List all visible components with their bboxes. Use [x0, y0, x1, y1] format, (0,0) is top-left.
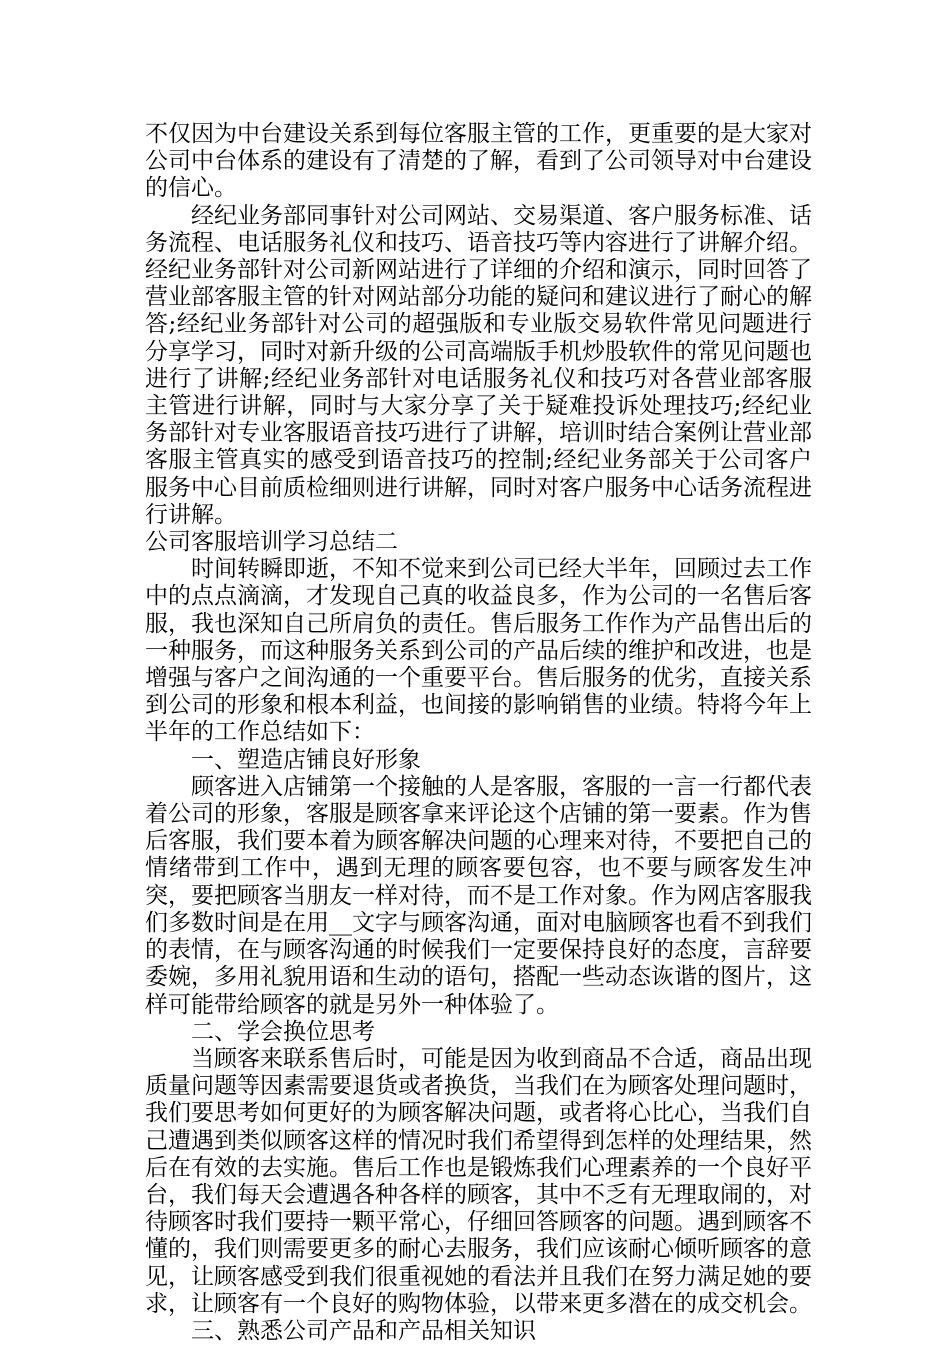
paragraph-intro-continuation: 不仅因为中台建设关系到每位客服主管的工作，更重要的是大家对公司中台体系的建设有了清楚的了解，看到了公司领导对中台建设的信心。 [145, 121, 812, 202]
section-title-summary-two: 公司客服培训学习总结二 [145, 529, 398, 556]
paragraph-half-year-review: 时间转瞬即逝，不知不觉来到公司已经大半年，回顾过去工作中的点点滴滴，才发现自己真的收益良多，作为公司的一名售后客服，我也深知自己所肩负的责任。售后服务工作作为产品售出后的一种服务，而这种服务关系到公司的产品后续的维护和改进，也是增强与客户之间沟通的一个重要平台。售后服务的优劣，直接关系到公司的形象和根本利益，也间接的影响销售的业绩。特将今年上半年的工作总结如下： [145, 556, 812, 746]
paragraph-empathy: 当顾客来联系售后时，可能是因为收到商品不合适，商品出现质量问题等因素需要退货或者换货，当我们在为顾客处理问题时，我们要思考如何更好的为顾客解决问题，或者将心比心，当我们自己遭遇到类似顾客这样的情况时我们希望得到怎样的处理结果，然后在有效的去实施。售后工作也是锻炼我们心理素养的一个良好平台，我们每天会遭遇各种各样的顾客，其中不乏有无理取闹的，对待顾客时我们要持一颗平常心，仔细回答顾客的问题。遇到顾客不懂的，我们则需要更多的耐心去服务，我们应该耐心倾听顾客的意见，让顾客感受到我们很重视她的看法并且我们在努力满足她的要求，让顾客有一个良好的购物体验，以带来更多潜在的成交机会。 [145, 1045, 812, 1317]
heading-empathy: 二、学会换位思考 [191, 1018, 375, 1045]
paragraph-shop-image: 顾客进入店铺第一个接触的人是客服，客服的一言一行都代表着公司的形象，客服是顾客拿来评论这个店铺的第一要素。作为售后客服，我们要本着为顾客解决问题的心理来对待，不要把自己的情绪带到工作中，遇到无理的顾客要包容，也不要与顾客发生冲突，要把顾客当朋友一样对待，而不是工作对象。作为网店客服我们多数时间是在用__文字与顾客沟通，面对电脑顾客也看不到我们的表情，在与顾客沟通的时候我们一定要保持良好的态度，言辞要委婉，多用礼貌用语和生动的语句，搭配一些动态诙谐的图片，这样可能带给顾客的就是另外一种体验了。 [145, 773, 812, 1018]
heading-product-knowledge: 三、熟悉公司产品和产品相关知识 [191, 1317, 536, 1344]
document-page [145, 121, 812, 1345]
heading-shop-image: 一、塑造店铺良好形象 [191, 746, 421, 773]
paragraph-brokerage-training: 经纪业务部同事针对公司网站、交易渠道、客户服务标准、话务流程、电话服务礼仪和技巧、语音技巧等内容进行了讲解介绍。经纪业务部针对公司新网站进行了详细的介绍和演示，同时回答了营业部客服主管的针对网站部分功能的疑问和建议进行了耐心的解答;经纪业务部针对公司的超强版和专业版交易软件常见问题进行分享学习，同时对新升级的公司高端版手机炒股软件的常见问题也进行了讲解;经纪业务部针对电话服务礼仪和技巧对各营业部客服主管进行讲解，同时与大家分享了关于疑难投诉处理技巧;经纪业务部针对专业客服语音技巧进行了讲解，培训时结合案例让营业部客服主管真实的感受到语音技巧的控制;经纪业务部关于公司客户服务中心目前质检细则进行讲解，同时对客户服务中心话务流程进行讲解。 [145, 202, 812, 528]
